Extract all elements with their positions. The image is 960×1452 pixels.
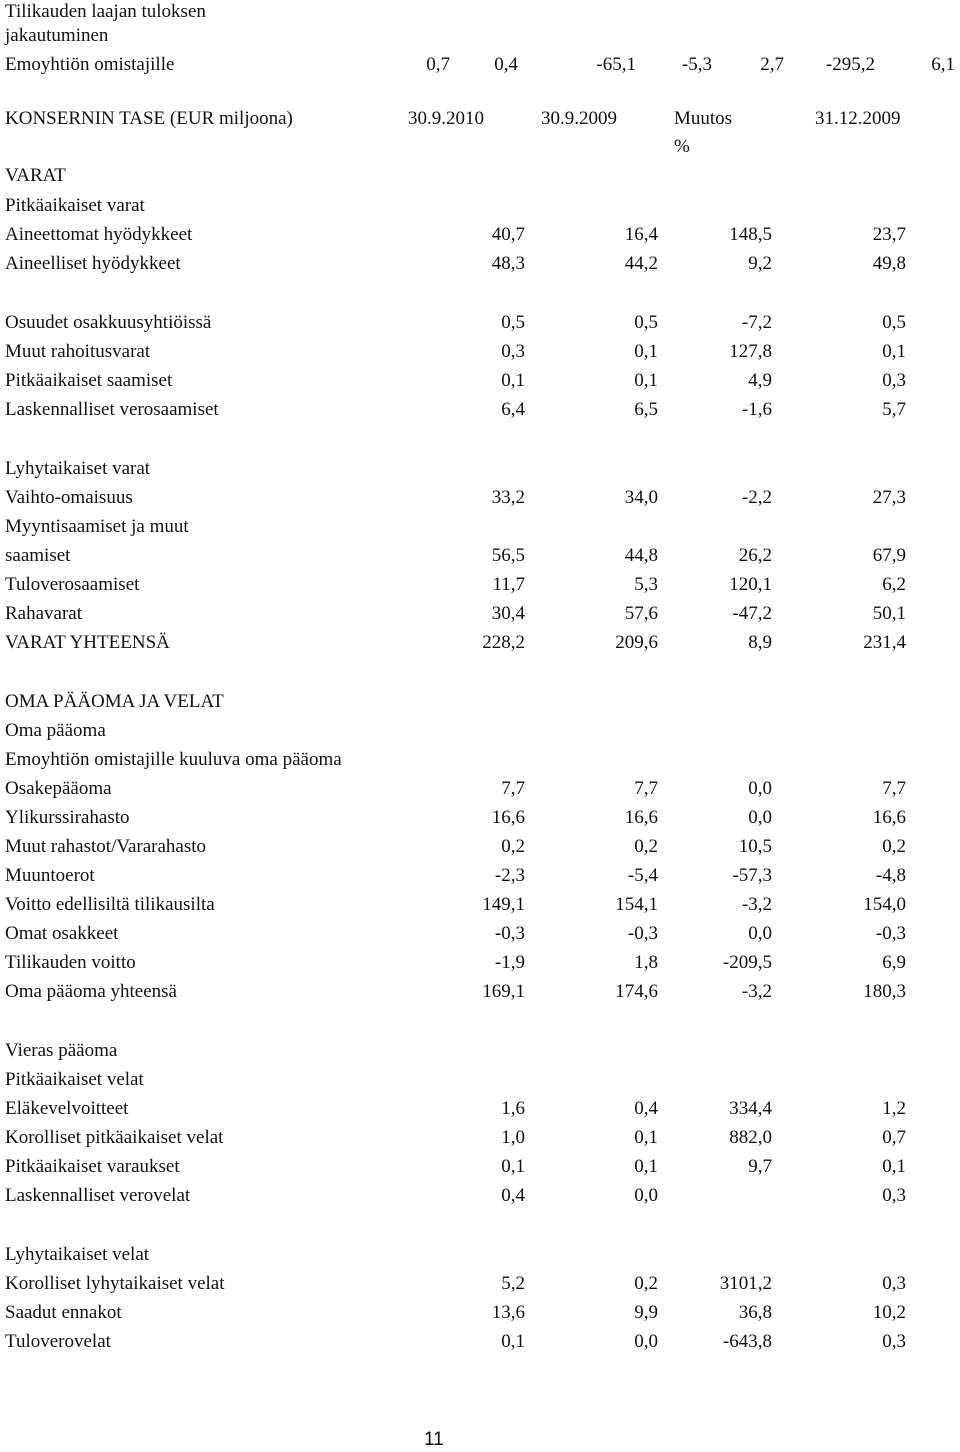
row-value: 0,5 [501,312,525,333]
row-value: 6,4 [501,399,525,420]
row-value: 34,0 [624,487,658,508]
row-label: Oma pääoma yhteensä [5,981,177,1002]
row-value: 0,0 [748,923,772,944]
row-label: Vaihto-omaisuus [5,487,133,508]
row-value: 1,2 [882,1098,906,1119]
row-value: 44,8 [624,545,658,566]
row-value: -0,3 [875,923,906,944]
top-row-value: 0,4 [494,54,518,75]
row-value: 0,2 [882,836,906,857]
row-label: Korolliset lyhytaikaiset velat [5,1273,225,1294]
row-label: Voitto edellisiltä tilikausilta [5,894,215,915]
row-value: 0,1 [634,341,658,362]
section-title-line2: jakautuminen [5,25,109,46]
row-value: 57,6 [624,603,658,624]
row-label: Tilikauden voitto [5,952,136,973]
balance-sheet-title: KONSERNIN TASE (EUR miljoona) [5,108,293,129]
row-value: 6,5 [634,399,658,420]
row-label: VARAT [5,165,66,186]
row-value: 0,3 [882,1331,906,1352]
top-row-value: 0,7 [426,54,450,75]
row-value: 6,2 [882,574,906,595]
row-value: 36,8 [738,1302,772,1323]
row-value: 127,8 [729,341,772,362]
top-row-value: -295,2 [825,54,875,75]
row-label: Omat osakkeet [5,923,119,944]
row-label: OMA PÄÄOMA JA VELAT [5,691,224,712]
row-value: 30,4 [491,603,525,624]
row-value: -643,8 [722,1331,772,1352]
row-label: Korolliset pitkäaikaiset velat [5,1127,224,1148]
row-label: Myyntisaamiset ja muut [5,516,189,537]
row-value: 56,5 [491,545,525,566]
row-value: -7,2 [741,312,772,333]
row-value: 9,9 [634,1302,658,1323]
section-title-line1: Tilikauden laajan tuloksen [5,1,206,22]
row-value: -0,3 [627,923,658,944]
row-value: 5,2 [501,1273,525,1294]
row-value: 0,1 [501,1331,525,1352]
row-value: 67,9 [872,545,906,566]
row-value: 6,9 [882,952,906,973]
row-value: 0,2 [501,836,525,857]
row-value: 23,7 [872,224,906,245]
row-value: -0,3 [494,923,525,944]
row-label: Aineelliset hyödykkeet [5,253,181,274]
row-value: 10,5 [738,836,772,857]
row-value: 154,1 [615,894,658,915]
row-value: 0,1 [634,1156,658,1177]
row-value: -1,6 [741,399,772,420]
row-value: 228,2 [482,632,525,653]
row-value: 0,1 [882,1156,906,1177]
row-value: 149,1 [482,894,525,915]
row-label: Eläkevelvoitteet [5,1098,129,1119]
row-value: 48,3 [491,253,525,274]
row-value: 0,1 [634,370,658,391]
row-value: 0,5 [882,312,906,333]
row-value: 0,0 [748,807,772,828]
row-value: 120,1 [729,574,772,595]
row-value: 26,2 [738,545,772,566]
row-value: -5,4 [627,865,658,886]
top-row-value: -5,3 [681,54,712,75]
row-label: Pitkäaikaiset saamiset [5,370,173,391]
row-value: 5,3 [634,574,658,595]
row-value: 5,7 [882,399,906,420]
row-value: 148,5 [729,224,772,245]
row-value: 0,2 [634,836,658,857]
top-row-value: 2,7 [760,54,784,75]
row-value: 0,1 [882,341,906,362]
row-label: Ylikurssirahasto [5,807,130,828]
row-value: 11,7 [492,574,525,595]
row-value: 16,4 [624,224,658,245]
column-header-change-unit: % [674,136,690,157]
row-value: 0,0 [634,1331,658,1352]
row-label: Pitkäaikaiset varat [5,195,145,216]
row-label: Osuudet osakkuusyhtiöissä [5,312,212,333]
row-label: Saadut ennakot [5,1302,122,1323]
row-value: 9,2 [748,253,772,274]
row-label: Emoyhtiön omistajille kuuluva oma pääoma [5,749,342,770]
row-value: 7,7 [882,778,906,799]
row-label: Tuloverovelat [5,1331,111,1352]
top-row-value: -65,1 [596,54,636,75]
row-label: Vieras pääoma [5,1040,118,1061]
row-value: 0,7 [882,1127,906,1148]
row-value: 1,6 [501,1098,525,1119]
row-value: -209,5 [722,952,772,973]
row-value: 0,4 [634,1098,658,1119]
row-value: 0,5 [634,312,658,333]
row-value: -47,2 [732,603,772,624]
row-value: 7,7 [634,778,658,799]
top-row-label: Emoyhtiön omistajille [5,54,175,75]
row-value: 10,2 [872,1302,906,1323]
row-value: 3101,2 [719,1273,772,1294]
row-value: 16,6 [624,807,658,828]
row-value: -2,2 [741,487,772,508]
row-value: 9,7 [748,1156,772,1177]
row-value: 7,7 [501,778,525,799]
row-value: 40,7 [491,224,525,245]
row-label: Lyhytaikaiset velat [5,1244,150,1265]
row-value: -2,3 [494,865,525,886]
row-label: Muut rahoitusvarat [5,341,151,362]
row-value: 0,3 [882,1273,906,1294]
row-value: 1,8 [634,952,658,973]
page-number: 11 [424,1429,444,1450]
row-value: 209,6 [615,632,658,653]
row-label: Lyhytaikaiset varat [5,458,151,479]
row-value: -4,8 [875,865,906,886]
row-label: saamiset [5,545,71,566]
row-value: 0,2 [634,1273,658,1294]
row-value: 882,0 [729,1127,772,1148]
row-value: 33,2 [491,487,525,508]
row-value: 180,3 [863,981,906,1002]
row-label: Laskennalliset verosaamiset [5,399,219,420]
row-value: 4,9 [748,370,772,391]
row-value: 169,1 [482,981,525,1002]
row-value: 13,6 [491,1302,525,1323]
row-value: 0,1 [634,1127,658,1148]
top-row-value: 6,1 [931,54,955,75]
row-value: 44,2 [624,253,658,274]
row-value: 1,0 [501,1127,525,1148]
row-value: 0,4 [501,1185,525,1206]
row-value: 0,3 [882,1185,906,1206]
row-value: 154,0 [863,894,906,915]
row-label: VARAT YHTEENSÄ [5,632,170,653]
row-value: 0,1 [501,1156,525,1177]
row-value: 27,3 [872,487,906,508]
row-value: 334,4 [729,1098,772,1119]
row-value: -1,9 [494,952,525,973]
row-label: Aineettomat hyödykkeet [5,224,193,245]
row-value: -3,2 [741,981,772,1002]
row-value: 0,3 [501,341,525,362]
row-label: Tuloverosaamiset [5,574,140,595]
row-label: Laskennalliset verovelat [5,1185,191,1206]
row-value: 0,0 [634,1185,658,1206]
row-label: Osakepääoma [5,778,112,799]
column-header-change: Muutos [674,108,733,129]
row-value: 174,6 [615,981,658,1002]
row-value: 0,3 [882,370,906,391]
row-label: Oma pääoma [5,720,106,741]
row-value: 16,6 [872,807,906,828]
row-value: 8,9 [748,632,772,653]
row-value: -57,3 [732,865,772,886]
row-label: Pitkäaikaiset varaukset [5,1156,180,1177]
row-label: Muut rahastot/Vararahasto [5,836,207,857]
column-header-2009: 30.9.2009 [541,108,617,129]
row-value: -3,2 [741,894,772,915]
row-value: 0,0 [748,778,772,799]
row-value: 16,6 [491,807,525,828]
row-value: 49,8 [872,253,906,274]
row-value: 50,1 [872,603,906,624]
row-label: Muuntoerot [5,865,95,886]
row-value: 0,1 [501,370,525,391]
column-header-2010: 30.9.2010 [408,108,484,129]
column-header-year-end-2009: 31.12.2009 [815,108,901,129]
row-label: Rahavarat [5,603,83,624]
row-label: Pitkäaikaiset velat [5,1069,144,1090]
row-value: 231,4 [863,632,906,653]
